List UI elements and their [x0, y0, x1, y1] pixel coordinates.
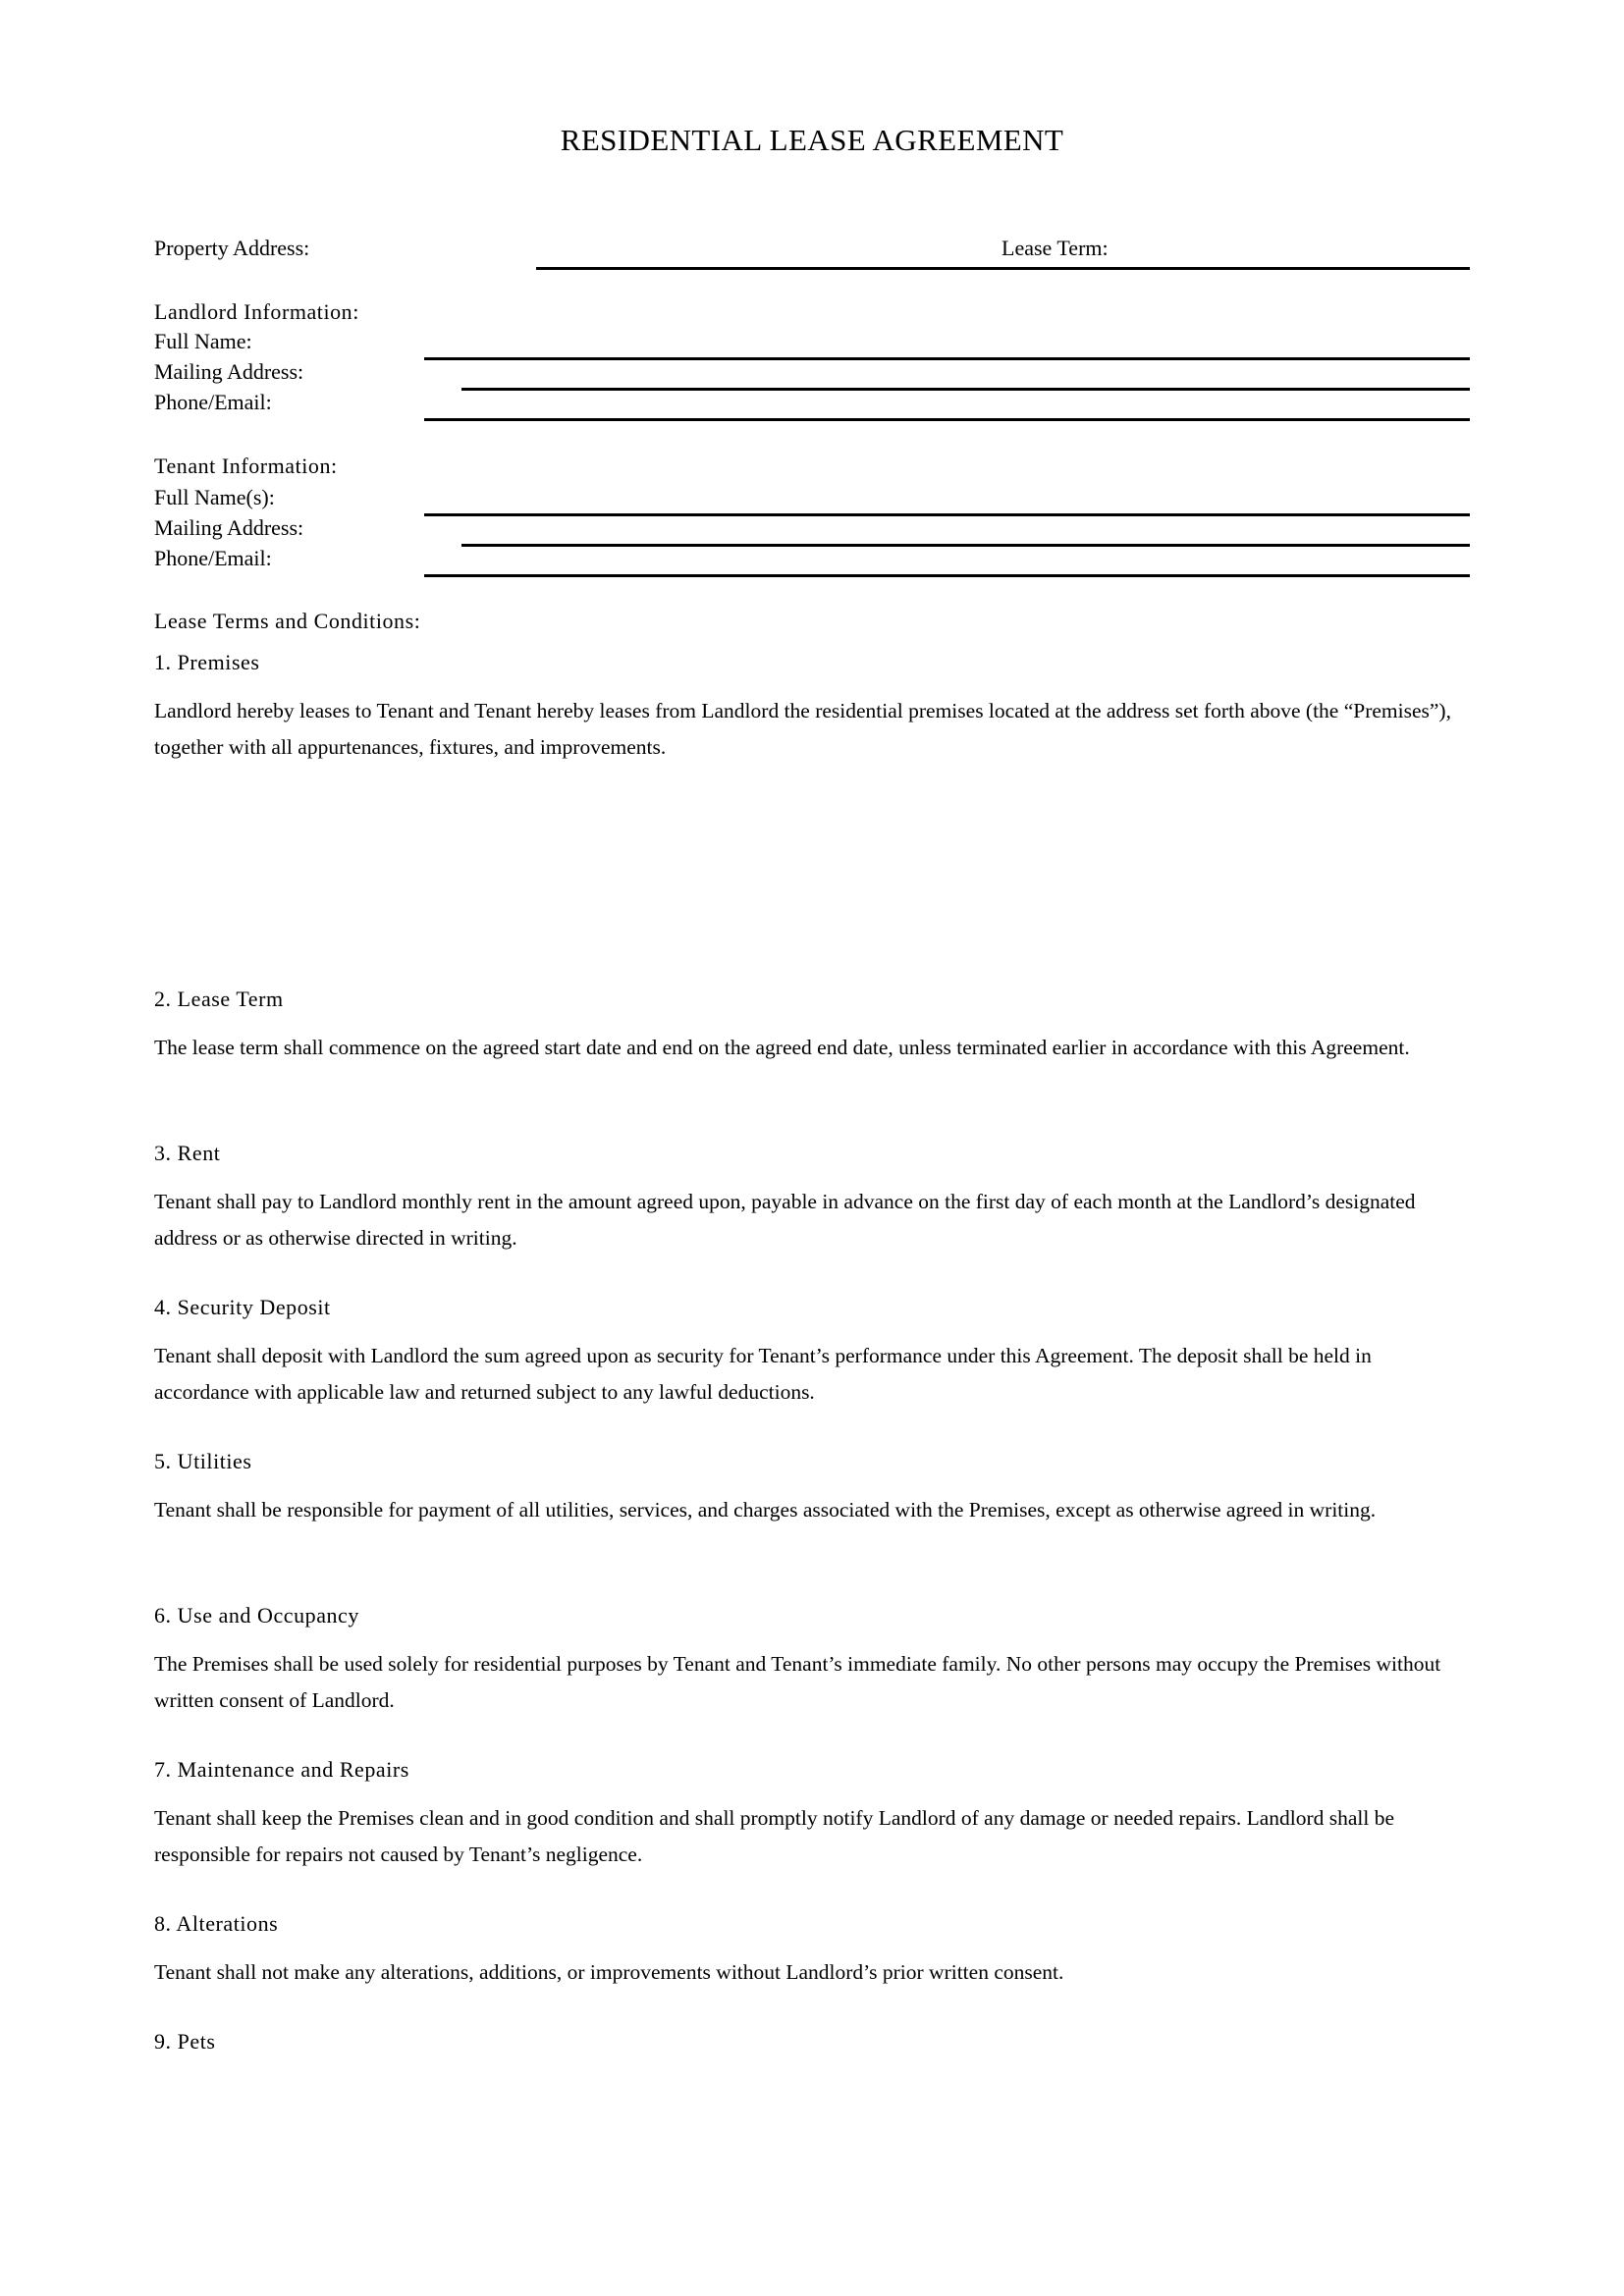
clause-9-pets: [154, 2027, 1470, 2056]
clause-heading: 1. Premises: [154, 650, 260, 674]
clause-body: Tenant shall be responsible for payment of all utilities, services, and charges associated with the Premises, except as otherwise agreed in writing.: [154, 1498, 1377, 1522]
property-address-label: Property Address:: [154, 236, 310, 260]
tenant-mailing-address-input-rule[interactable]: [461, 544, 1470, 547]
clause-heading: 9. Pets: [154, 2029, 216, 2054]
tenant-phone-email-input-rule[interactable]: [424, 574, 1470, 577]
tenant-mailing-address-label: Mailing Address:: [154, 515, 304, 540]
clause-body: Tenant shall pay to Landlord monthly rent in the amount agreed upon, payable in advance on the first day of each month at the Landlord’s designated address or as otherwise directed in writing.: [154, 1190, 1416, 1250]
lease-terms-heading: Lease Terms and Conditions:: [154, 609, 421, 633]
tenant-fields: [154, 483, 1470, 601]
landlord-full-name-input-rule[interactable]: [424, 357, 1470, 360]
clause-4-security-deposit: [154, 1293, 1470, 1411]
tenant-information-section: [154, 452, 1470, 481]
tenant-phone-email-label: Phone/Email:: [154, 546, 272, 570]
clause-body: The lease term shall commence on the agreed start date and end on the agreed end date, unless terminated earlier in accordance with this Agreement.: [154, 1036, 1410, 1059]
tenant-information-heading: Tenant Information:: [154, 454, 338, 478]
clause-heading: 6. Use and Occupancy: [154, 1603, 359, 1628]
landlord-phone-email-input-rule[interactable]: [424, 418, 1470, 421]
clause-heading: 7. Maintenance and Repairs: [154, 1757, 409, 1782]
landlord-mailing-address-input-rule[interactable]: [461, 388, 1470, 391]
clause-body: Landlord hereby leases to Tenant and Tenant hereby leases from Landlord the residential premises located at the address set forth above (the “Premises”), together with all appurtenances, fixtures, and improvements.: [154, 699, 1451, 759]
tenant-full-names-label: Full Name(s):: [154, 485, 275, 509]
clause-body: Tenant shall not make any alterations, additions, or improvements without Landlord’s prior written consent.: [154, 1960, 1064, 1984]
clause-heading: 5. Utilities: [154, 1449, 252, 1473]
lease-term-label: Lease Term:: [1001, 236, 1109, 260]
landlord-full-name-label: Full Name:: [154, 329, 252, 353]
clause-body: Tenant shall keep the Premises clean and in good condition and shall promptly notify Landlord of any damage or needed repairs. Landlord shall be responsible for repairs not caused by Tenant’s negligence.: [154, 1806, 1395, 1866]
clause-2-lease-term: [154, 985, 1470, 1066]
clause-heading: 3. Rent: [154, 1141, 221, 1165]
landlord-mailing-address-label: Mailing Address:: [154, 359, 304, 384]
clause-1-premises: [154, 648, 1470, 766]
landlord-information-heading: Landlord Information:: [154, 299, 359, 324]
clause-3-rent: [154, 1139, 1470, 1256]
clause-heading: 4. Security Deposit: [154, 1295, 331, 1319]
landlord-information-section: [154, 297, 1470, 327]
clause-6-use-and-occupancy: [154, 1601, 1470, 1719]
clause-body: The Premises shall be used solely for residential purposes by Tenant and Tenant’s immediate family. No other persons may occupy the Premises without written consent of Landlord.: [154, 1652, 1441, 1712]
clause-heading: 2. Lease Term: [154, 987, 284, 1011]
lease-terms-heading-block: [154, 607, 1470, 636]
tenant-full-names-input-rule[interactable]: [424, 513, 1470, 516]
landlord-phone-email-label: Phone/Email:: [154, 390, 272, 414]
page-title: RESIDENTIAL LEASE AGREEMENT: [560, 123, 1064, 157]
clause-heading: 8. Alterations: [154, 1911, 279, 1936]
landlord-fields: [154, 327, 1470, 445]
clause-body: Tenant shall deposit with Landlord the sum agreed upon as security for Tenant’s performance under this Agreement. The deposit shall be held in accordance with applicable law and returned subject to any lawful deductions.: [154, 1344, 1372, 1404]
clause-7-maintenance-and-repairs: [154, 1755, 1470, 1873]
clause-5-utilities: [154, 1447, 1470, 1528]
clause-8-alterations: [154, 1909, 1470, 1991]
property-address-input-rule[interactable]: [536, 267, 1470, 270]
